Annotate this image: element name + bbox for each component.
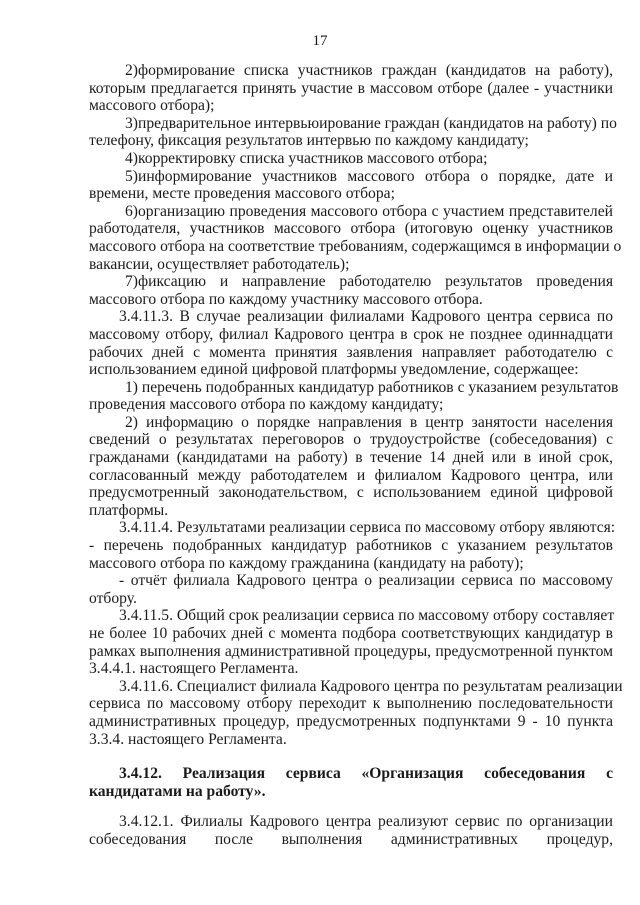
spacer xyxy=(89,800,613,813)
text-line: использованием единой цифровой платформы уведомление, содержащее: xyxy=(89,361,579,379)
section-3-4-11-6: 3.4.11.6. Специалист филиала Кадрового центра по результатам реализации xyxy=(119,677,623,695)
section-heading-3-4-12: 3.4.12. Реализация сервиса «Организация собеседования с xyxy=(119,765,613,783)
notice-item-1: 1) перечень подобранных кандидатур работников с указанием результатов xyxy=(125,378,619,396)
text-line: массовому отбору, филиал Кадрового центра в срок не позднее одиннадцати xyxy=(89,325,613,343)
notice-item-2: 2) информацию о порядке направления в центр занятости населения xyxy=(125,413,613,431)
text-line: массового отбора); xyxy=(89,97,215,115)
section-3-4-11-4: 3.4.11.4. Результатами реализации сервиса по массовому отбору являются: xyxy=(119,519,616,537)
text-line: работодателя, участников массового отбора (итоговую оценку участников xyxy=(89,220,613,238)
text-line: массового отбора по каждому гражданина (кандидату на работу); xyxy=(89,554,524,572)
text-line: телефону, фиксация результатов интервью по каждому кандидату; xyxy=(89,132,529,150)
list-item-4: 4)корректировку списка участников массового отбора; xyxy=(125,149,488,167)
section-3-4-11-3: 3.4.11.3. В случае реализации филиалами Кадрового центра сервиса по xyxy=(119,308,613,326)
text-line: проведения массового отбора по каждому кандидату; xyxy=(89,396,444,414)
list-item-7: 7)фиксацию и направление работодателю результатов проведения xyxy=(125,273,613,291)
list-item-2: 2)формирование списка участников граждан (кандидатов на работу), xyxy=(125,62,613,79)
text-line: массового отбора на соответствие требованиям, содержащимся в информации о xyxy=(89,237,622,255)
text-line: предусмотренный законодательством, с использованием единой цифровой xyxy=(89,484,613,502)
text-line: сервиса по массовому отбору переходит к выполнению последовательности xyxy=(89,695,613,713)
text-line: вакансии, осуществляет работодатель); xyxy=(89,255,350,273)
text-line: массового отбора по каждому участнику массового отбора. xyxy=(89,290,483,308)
text-line: собеседования после выполнения административных процедур, xyxy=(89,830,613,848)
text-line: платформы. xyxy=(89,501,169,519)
section-3-4-11-5: 3.4.11.5. Общий срок реализации сервиса по массовому отбору составляет xyxy=(119,607,615,625)
text-line: гражданами (кандидатами на работу) в течение 14 дней или в иной срок, xyxy=(89,449,613,467)
text-line: административных процедур, предусмотренных подпунктами 9 - 10 пункта xyxy=(89,712,613,730)
text-line: не более 10 рабочих дней с момента подбора соответствующих кандидатур в xyxy=(89,625,613,642)
page-number: 17 xyxy=(312,33,328,49)
text-line: которым предлагается принять участие в массовом отборе (далее - участники xyxy=(89,79,613,97)
list-item-3: 3)предварительное интервьюирование граждан (кандидатов на работу) по xyxy=(125,114,617,132)
section-3-4-12-1: 3.4.12.1. Филиалы Кадрового центра реализуют сервис по организации xyxy=(119,813,613,831)
list-item-6: 6)организацию проведения массового отбора с участием представителей xyxy=(125,202,613,220)
result-item-1: - перечень подобранных кандидатур работников с указанием результатов xyxy=(89,537,613,555)
text-line: рамках выполнения административной процедуры, предусмотренной пунктом xyxy=(89,642,613,660)
text-line: 3.4.4.1. настоящего Регламента. xyxy=(89,660,299,678)
result-item-2: - отчёт филиала Кадрового центра о реализации сервиса по массовому xyxy=(119,572,613,590)
text-line: согласованный между работодателем и филиалом Кадрового центра, или xyxy=(89,466,613,484)
text-line: отбору. xyxy=(89,589,137,607)
spacer xyxy=(89,748,613,765)
section-heading-cont: кандидатами на работу». xyxy=(89,782,266,800)
text-line: сведений о результатах переговоров о трудоустройстве (собеседования) с xyxy=(89,431,613,449)
text-line: рабочих дней с момента принятия заявления направляет работодателю с xyxy=(89,343,613,361)
text-line: времени, месте проведения массового отбора; xyxy=(89,185,395,203)
document-body xyxy=(89,62,623,849)
list-item-5: 5)информирование участников массового отбора о порядке, дате и xyxy=(125,167,613,185)
text-line: 3.3.4. настоящего Регламента. xyxy=(89,730,287,748)
